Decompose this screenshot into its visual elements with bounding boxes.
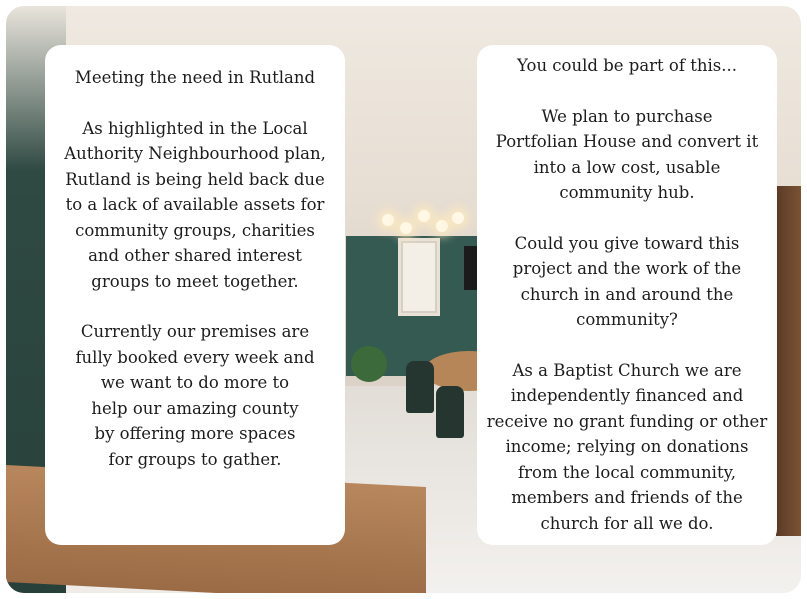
left-heading: Meeting the need in Rutland [74,68,316,87]
right-heading: You could be part of this... [517,56,737,75]
right-info-card [477,45,777,545]
window [398,238,440,316]
chair [406,361,434,413]
right-paragraph-give: Could you give toward this project and the work of the church in and around the community? [512,233,742,329]
left-paragraph-assets: As highlighted in the Local Authority Neighbourhood plan, Rutland is being held back due to a lack of available assets for community groups, charities and other shared interest groups to meet together. [64,118,326,291]
right-paragraph-funding: As a Baptist Church we are independently financed and receive no grant funding or other income; relying on donations from the local community, members and friends of the church for all we do. [486,360,768,533]
chair [436,386,464,438]
plant [351,346,387,382]
right-paragraph-plan: We plan to purchase Portfolian House and convert it into a low cost, usable community hub. [495,106,759,202]
left-paragraph-premises: Currently our premises are fully booked every week and we want to do more to help our amazing county by offering more spaces for groups to gather. [75,322,315,469]
ceiling-light-icon [380,196,470,236]
left-info-card [45,45,345,545]
wood-cabinet [776,186,801,536]
